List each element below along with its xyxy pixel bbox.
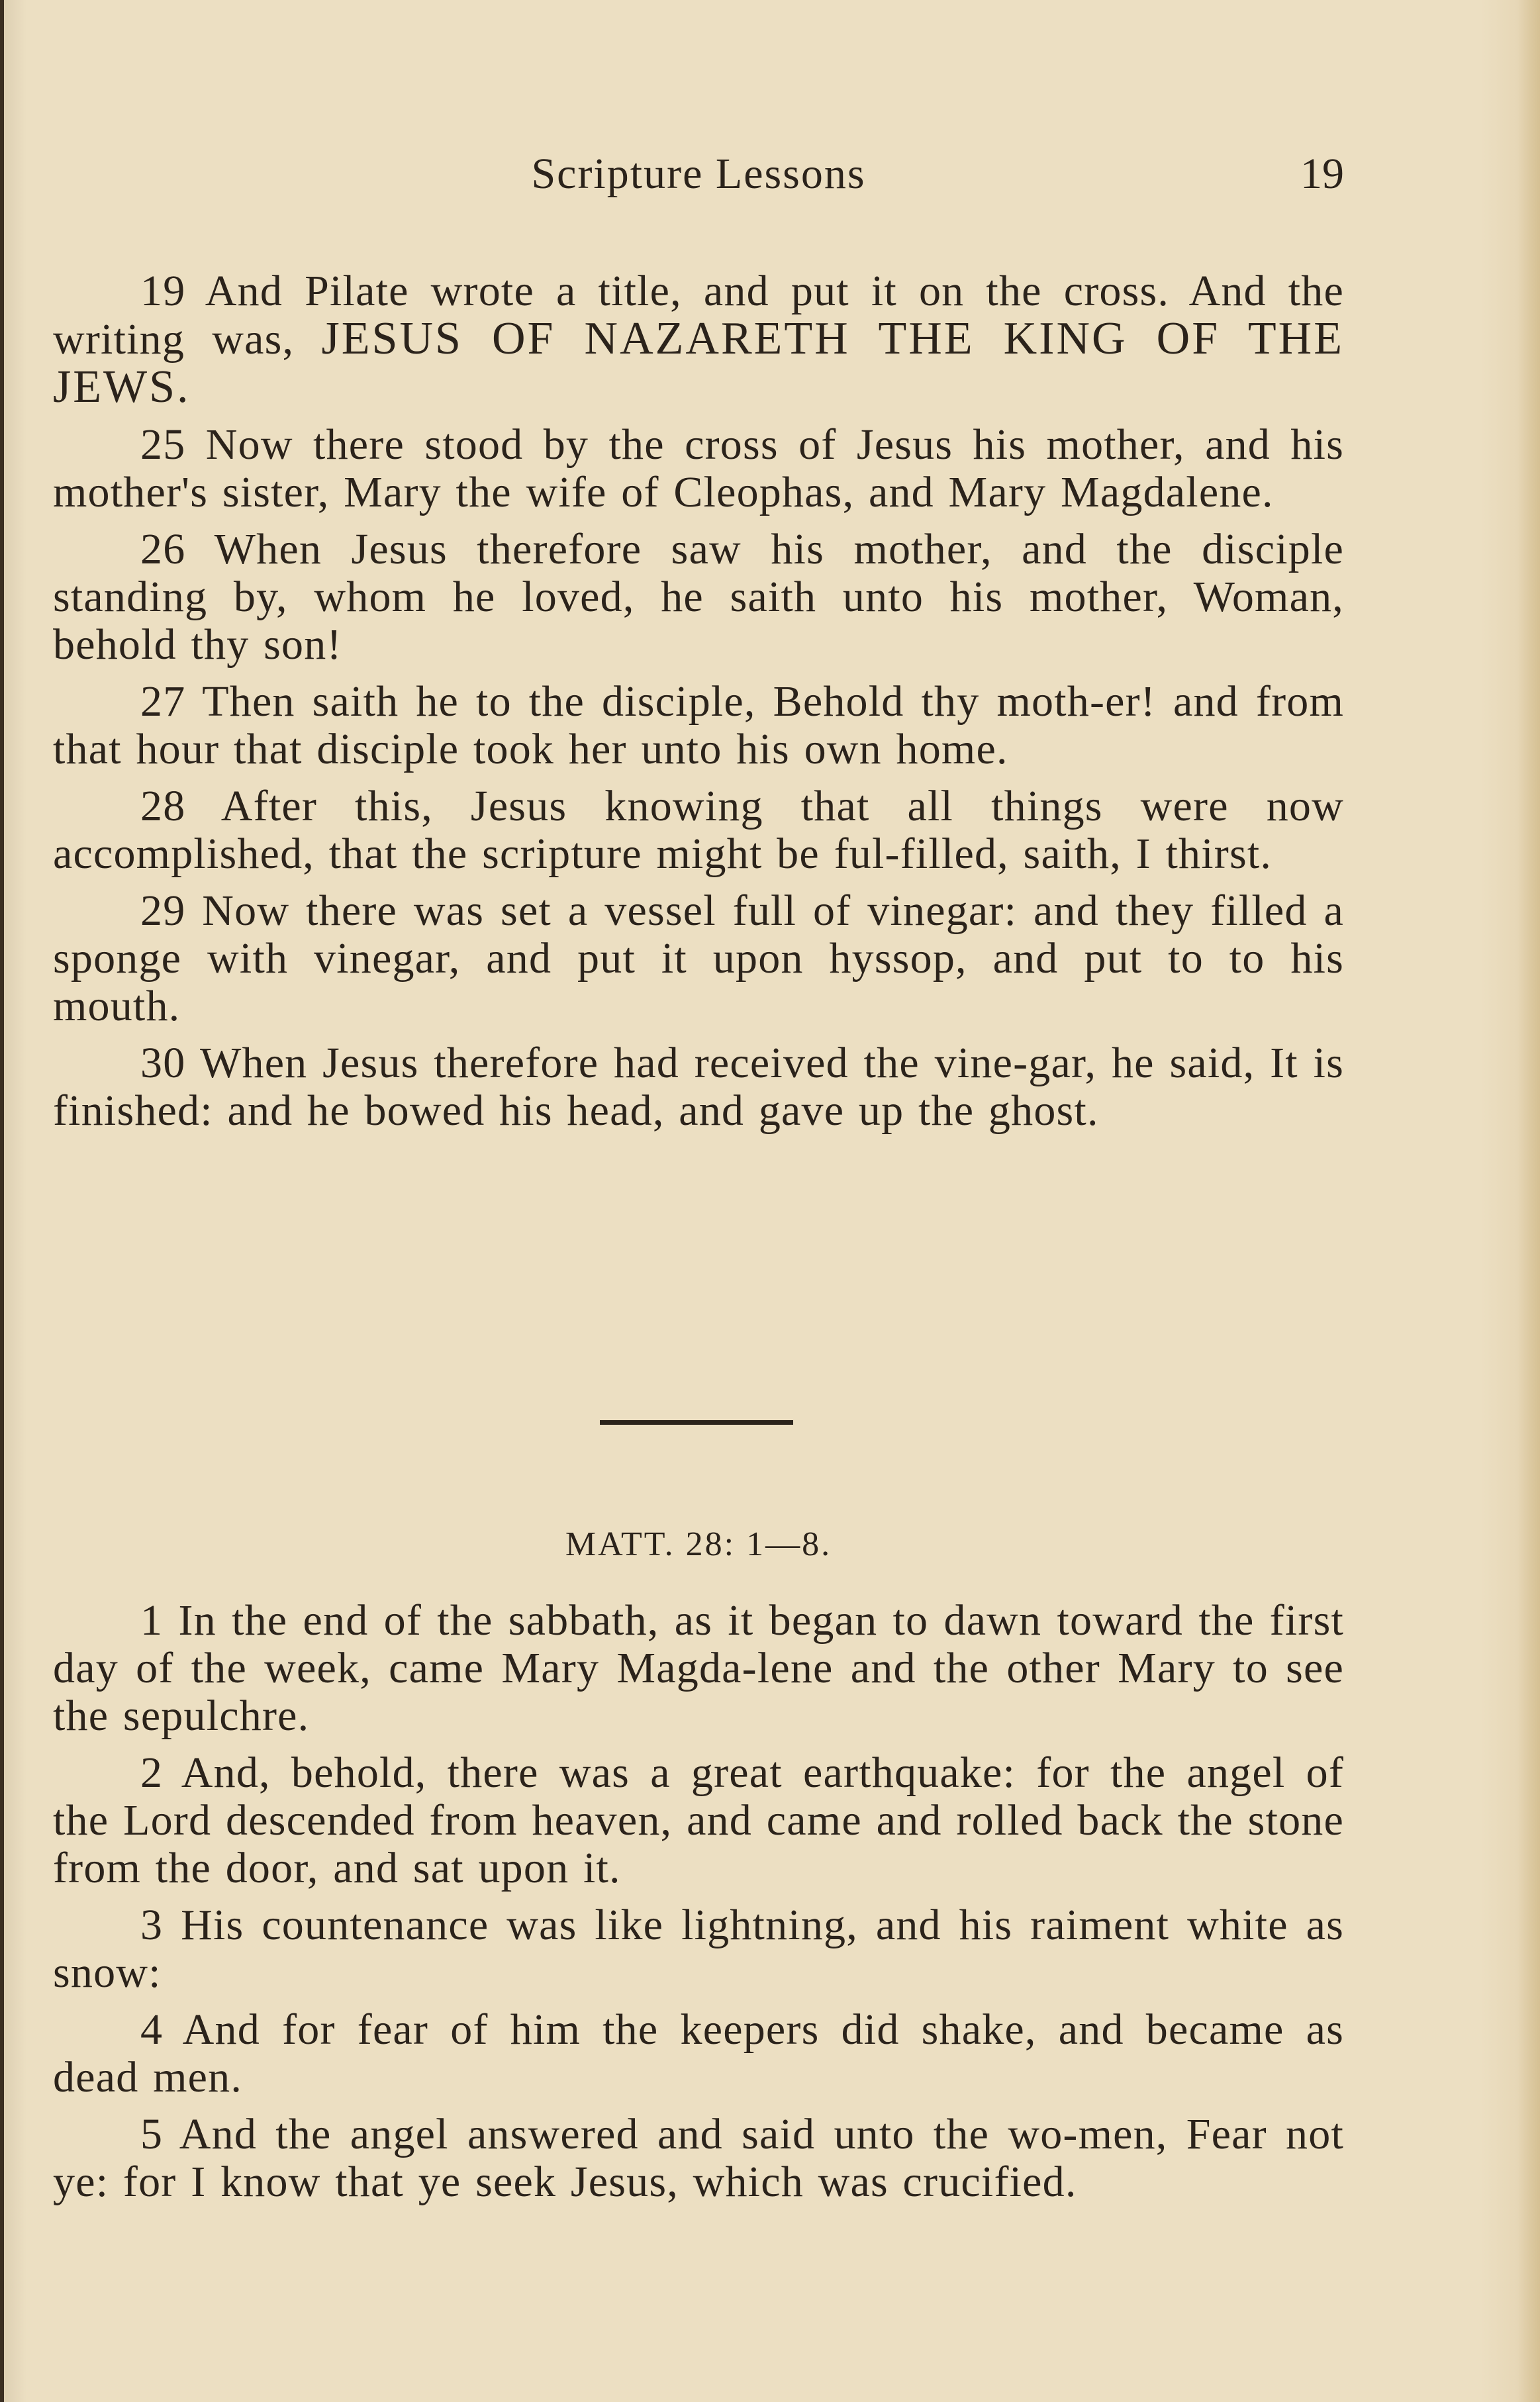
verse-3: 3 His countenance was like lightning, and his raiment white as snow: <box>53 1901 1344 1997</box>
page-number: 19 <box>1300 150 1344 198</box>
verse-4: 4 And for fear of him the keepers did shake, and became as dead men. <box>53 2005 1344 2101</box>
verse-29: 29 Now there was set a vessel full of vinegar: and they filled a sponge with vinegar, and put it upon hyssop, and put to to his mouth. <box>53 887 1344 1030</box>
verse-19 <box>53 267 1344 412</box>
running-title: Scripture Lessons <box>531 150 866 198</box>
verse-26: 26 When Jesus therefore saw his mother, and the disciple standing by, whom he loved, he saith unto his mother, Woman, behold thy son! <box>53 525 1344 669</box>
page-right-edge <box>1517 0 1540 2402</box>
verse-2: 2 And, behold, there was a great earthquake: for the angel of the Lord descended from heaven, and came and rolled back the stone from the door, and sat upon it. <box>53 1749 1344 1892</box>
verse-19-text: 19 And Pilate wrote a title, and put it on the cross. And the writing was, <box>53 267 1344 363</box>
verse-19-caps-title: JESUS OF NAZARETH THE KING OF THE JEWS. <box>53 313 1344 412</box>
passage-john <box>53 267 1344 1144</box>
verse-28: 28 After this, Jesus knowing that all things were now accomplished, that the scripture might be ful-filled, saith, I thirst. <box>53 782 1344 878</box>
page-binding-edge <box>0 0 4 2402</box>
section-heading: MATT. 28: 1—8. <box>565 1525 832 1563</box>
verse-1: 1 In the end of the sabbath, as it began to dawn toward the first day of the week, came Mary Magda-lene and the other Mary to see the sepulchre. <box>53 1596 1344 1740</box>
section-divider <box>600 1420 793 1425</box>
verse-30: 30 When Jesus therefore had received the vine-gar, he said, It is finished: and he bowed his head, and gave up the ghost. <box>53 1039 1344 1135</box>
verse-27: 27 Then saith he to the disciple, Behold thy moth-er! and from that hour that disciple took her unto his own home. <box>53 677 1344 773</box>
page-header <box>53 144 1344 204</box>
passage-matthew <box>53 1597 1344 2215</box>
verse-5: 5 And the angel answered and said unto the wo-men, Fear not ye: for I know that ye seek Jesus, which was crucified. <box>53 2110 1344 2206</box>
verse-25: 25 Now there stood by the cross of Jesus his mother, and his mother's sister, Mary the wife of Cleophas, and Mary Magdalene. <box>53 420 1344 516</box>
